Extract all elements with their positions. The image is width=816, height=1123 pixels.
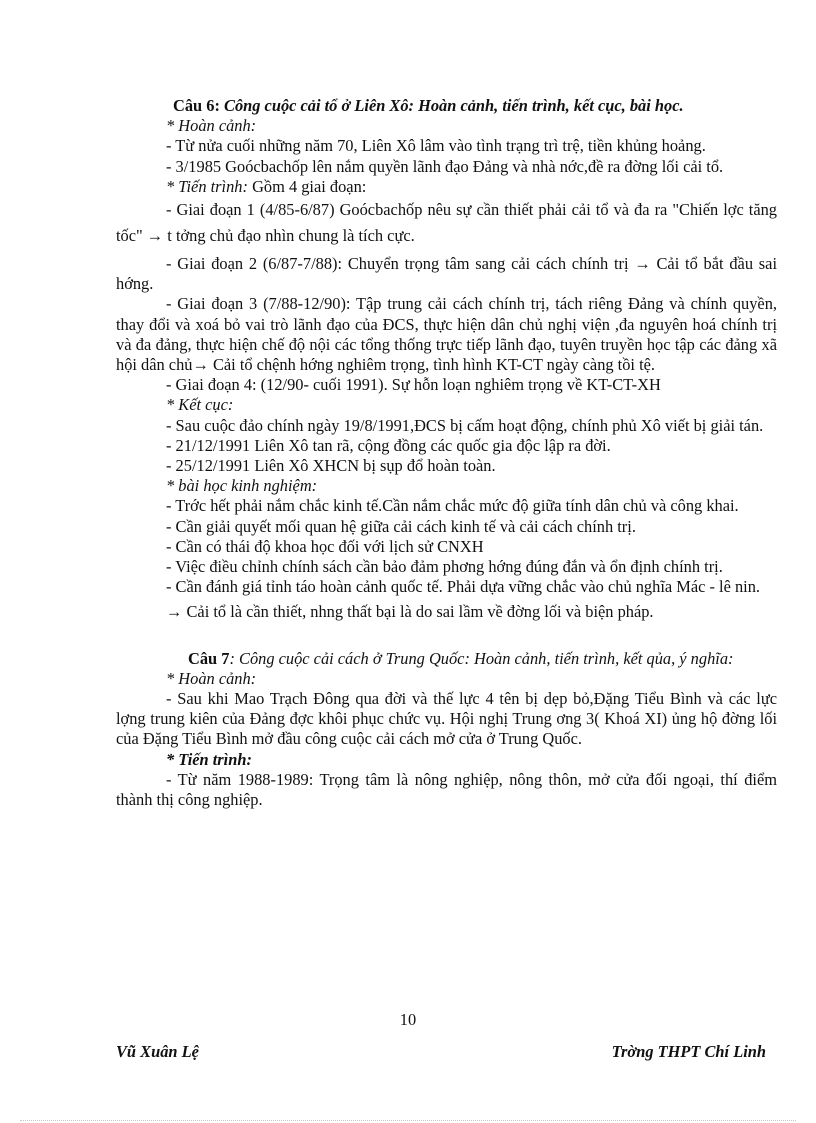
- q6-process-heading: * Tiến trình:: [166, 176, 248, 196]
- q6-lesson-5: - Cần đánh giá tỉnh táo hoàn cảnh quốc tế. Phải dựa vững chắc vào chủ nghĩa Mác - lê nin.: [166, 577, 760, 597]
- q6-process-line: [116, 177, 777, 197]
- q7-process-heading: * Tiến trình:: [166, 749, 252, 769]
- q6-lesson-2: - Cần giải quyết mối quan hệ giữa cải cách kinh tế và cải cách chính trị.: [166, 516, 636, 536]
- footer-author: Vũ Xuân Lệ: [116, 1042, 199, 1061]
- q6-stage-4: - Giai đoạn 4: (12/90- cuối 1991). Sự hỗn loạn nghiêm trọng về KT-CT-XH: [166, 375, 661, 395]
- q6-lesson-1: - Trớc hết phải nắm chắc kinh tế.Cần nắm chắc mức độ giữa tính dân chủ và công khai.: [166, 496, 739, 516]
- q6-context-2: - 3/1985 Goócbachốp lên nắm quyền lãnh đạo Đảng và nhà nớc,đề ra đờng lối cải tổ.: [166, 156, 724, 176]
- q6-context-1: - Từ nửa cuối những năm 70, Liên Xô lâm vào tình trạng trì trệ, tiền khủng hoảng.: [166, 136, 706, 156]
- q6-lesson-4: - Việc điều chỉnh chính sách cần bảo đảm phơng hớng đúng đắn và ổn định chính trị.: [166, 557, 723, 577]
- q6-process-intro: Gồm 4 giai đoạn:: [247, 176, 367, 196]
- footer-school: Trờng THPT Chí Linh: [611, 1042, 766, 1061]
- q6-outcome-2: - 21/12/1991 Liên Xô tan rã, cộng đồng các quốc gia độc lập ra đời.: [166, 435, 611, 455]
- q6-lessons-heading: * bài học kinh nghiệm:: [166, 476, 318, 496]
- q6-stage-3: - Giai đoạn 3 (7/88-12/90): Tập trung cải cách chính trị, tách riêng Đảng và chính quyền, thay đổi và xoá bỏ vai trò lãnh đạo của ĐCS, thực hiện dân chủ nghị viện ,đa nguyên hoá chính trị và đa đảng, thực hiện chế độ nội các tổng thống trực tiếp lãnh đạo, tuyên truyền học tập các đảng xã hội dân chủ→ Cải tổ chệnh hớng nghiêm trọng, tình hình KT-CT ngày càng tồi tệ.: [116, 294, 777, 375]
- q6-outcome-heading: * Kết cục:: [166, 395, 234, 415]
- page-number: 10: [399, 1010, 417, 1029]
- question-7-heading: [116, 649, 777, 669]
- question-6-label: Câu 6:: [173, 96, 220, 115]
- question-7-title: : Công cuộc cải cách ở Trung Quốc: Hoàn cảnh, tiến trình, kết qủa, ý nghĩa:: [229, 648, 734, 668]
- page-bottom-divider: [20, 1120, 796, 1121]
- q6-stage-1: - Giai đoạn 1 (4/85-6/87) Goócbachốp nêu sự cần thiết phải cải tổ và đa ra "Chiến lợc tăng tốc" → t tởng chủ đạo nhìn chung là tích cực.: [116, 200, 777, 246]
- q7-context-heading: * Hoàn cảnh:: [166, 668, 257, 688]
- q6-lesson-3: - Cần có thái độ khoa học đối với lịch sử CNXH: [166, 536, 484, 556]
- question-6-heading: [116, 96, 777, 116]
- q6-stage-2: - Giai đoạn 2 (6/87-7/88): Chuyển trọng tâm sang cải cách chính trị → Cải tổ bắt đầu sai hớng.: [116, 254, 777, 294]
- q6-outcome-1: - Sau cuộc đảo chính ngày 19/8/1991,ĐCS bị cấm hoạt động, chính phủ Xô viết bị giải tán.: [166, 415, 764, 435]
- question-7-label: Câu 7: [188, 648, 230, 668]
- q7-context-1: - Sau khi Mao Trạch Đông qua đời và thế lực 4 tên bị dẹp bỏ,Đặng Tiểu Bình và các lực lợng trung kiên của Đảng đợc khôi phục chức vụ. Hội nghị Trung ơng 3( Khoá XI) ủng hộ đờng lối của Đặng Tiểu Bình mở đầu công cuộc cải cách mở cửa ở Trung Quốc.: [116, 689, 777, 749]
- q6-context-heading: * Hoàn cảnh:: [166, 116, 257, 136]
- q7-process-1: - Từ năm 1988-1989: Trọng tâm là nông nghiệp, nông thôn, mở cửa đối ngoại, thí điểm thành thị công nghiệp.: [116, 769, 777, 810]
- page-footer: [116, 1042, 766, 1062]
- question-6-title: Công cuộc cải tổ ở Liên Xô: Hoàn cảnh, tiến trình, kết cục, bài học.: [224, 96, 684, 115]
- q6-conclusion: → Cải tổ là cần thiết, nhng thất bại là do sai lầm về đờng lối và biện pháp.: [166, 602, 654, 622]
- q6-outcome-3: - 25/12/1991 Liên Xô XHCN bị sụp đổ hoàn toàn.: [166, 456, 496, 476]
- page-body: [116, 96, 777, 810]
